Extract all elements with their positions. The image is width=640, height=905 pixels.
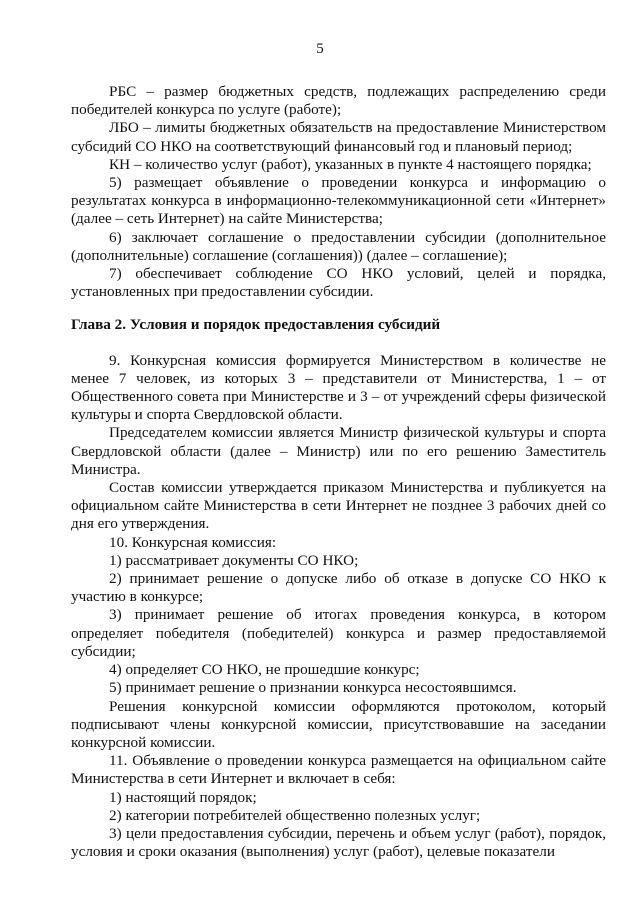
paragraph: 2) принимает решение о допуске либо об отказе в допуске СО НКО к участию в конкурсе; xyxy=(71,570,606,606)
paragraph: 4) определяет СО НКО, не прошедшие конкурс; xyxy=(109,661,420,679)
paragraph: КН – количество услуг (работ), указанных в пункте 4 настоящего порядка; xyxy=(109,155,592,173)
paragraph: Председателем комиссии является Министр физической культуры и спорта Свердловской области (далее – Министр) или по его решению Заместитель Министра. xyxy=(71,424,606,478)
document-body xyxy=(71,83,606,861)
paragraph: 3) цели предоставления субсидии, перечень и объем услуг (работ), порядок, условия и сроки оказания (выполнения) услуг (работ), целевые показатели xyxy=(71,824,606,861)
paragraph: 5) принимает решение о признании конкурса несостоявшимся. xyxy=(109,679,517,697)
paragraph: 6) заключает соглашение о предоставлении субсидии (дополнительное (дополнительные) соглашение (соглашения)) (далее – соглашение); xyxy=(71,228,606,264)
chapter-heading: Глава 2. Условия и порядок предоставления субсидий xyxy=(71,316,441,334)
paragraph: 7) обеспечивает соблюдение СО НКО условий, целей и порядка, установленных при предоставлении субсидии. xyxy=(71,265,606,301)
paragraph: Состав комиссии утверждается приказом Министерства и публикуется на официальном сайте Министерства в сети Интернет не позднее 3 рабочих дней со дня его утверждения. xyxy=(71,479,606,533)
page-number: 5 xyxy=(316,41,324,57)
paragraph: 1) настоящий порядок; xyxy=(109,788,257,806)
paragraph: 2) категории потребителей общественно полезных услуг; xyxy=(109,806,481,824)
paragraph: 9. Конкурсная комиссия формируется Министерством в количестве не менее 7 человек, из которых 3 – представители от Министерства, 1 – от Общественного совета при Министерстве и 3 – от учреждений сферы физической культуры и спорта Свердловской области. xyxy=(71,351,606,424)
paragraph: Решения конкурсной комиссии оформляются протоколом, который подписывают члены конкурсной комиссии, присутствовавшие на заседании конкурсной комиссии. xyxy=(71,697,606,751)
paragraph: 10. Конкурсная комиссия: xyxy=(109,533,277,551)
paragraph: РБС – размер бюджетных средств, подлежащих распределению среди победителей конкурса по услуге (работе); xyxy=(71,83,606,119)
paragraph: 5) размещает объявление о проведении конкурса и информацию о результатах конкурса в информационно-телекоммуникационной сети «Интернет» (далее – сеть Интернет) на сайте Министерства; xyxy=(71,174,606,228)
paragraph: ЛБО – лимиты бюджетных обязательств на предоставление Министерством субсидий СО НКО на соответствующий финансовый год и плановый период; xyxy=(71,119,606,155)
paragraph: 3) принимает решение об итогах проведения конкурса, в котором определяет победителя (победителей) конкурса и размер предоставляемой субсидии; xyxy=(71,606,606,660)
paragraph: 1) рассматривает документы СО НКО; xyxy=(109,551,359,569)
paragraph: 11. Объявление о проведении конкурса размещается на официальном сайте Министерства в сети Интернет и включает в себя: xyxy=(71,752,606,788)
